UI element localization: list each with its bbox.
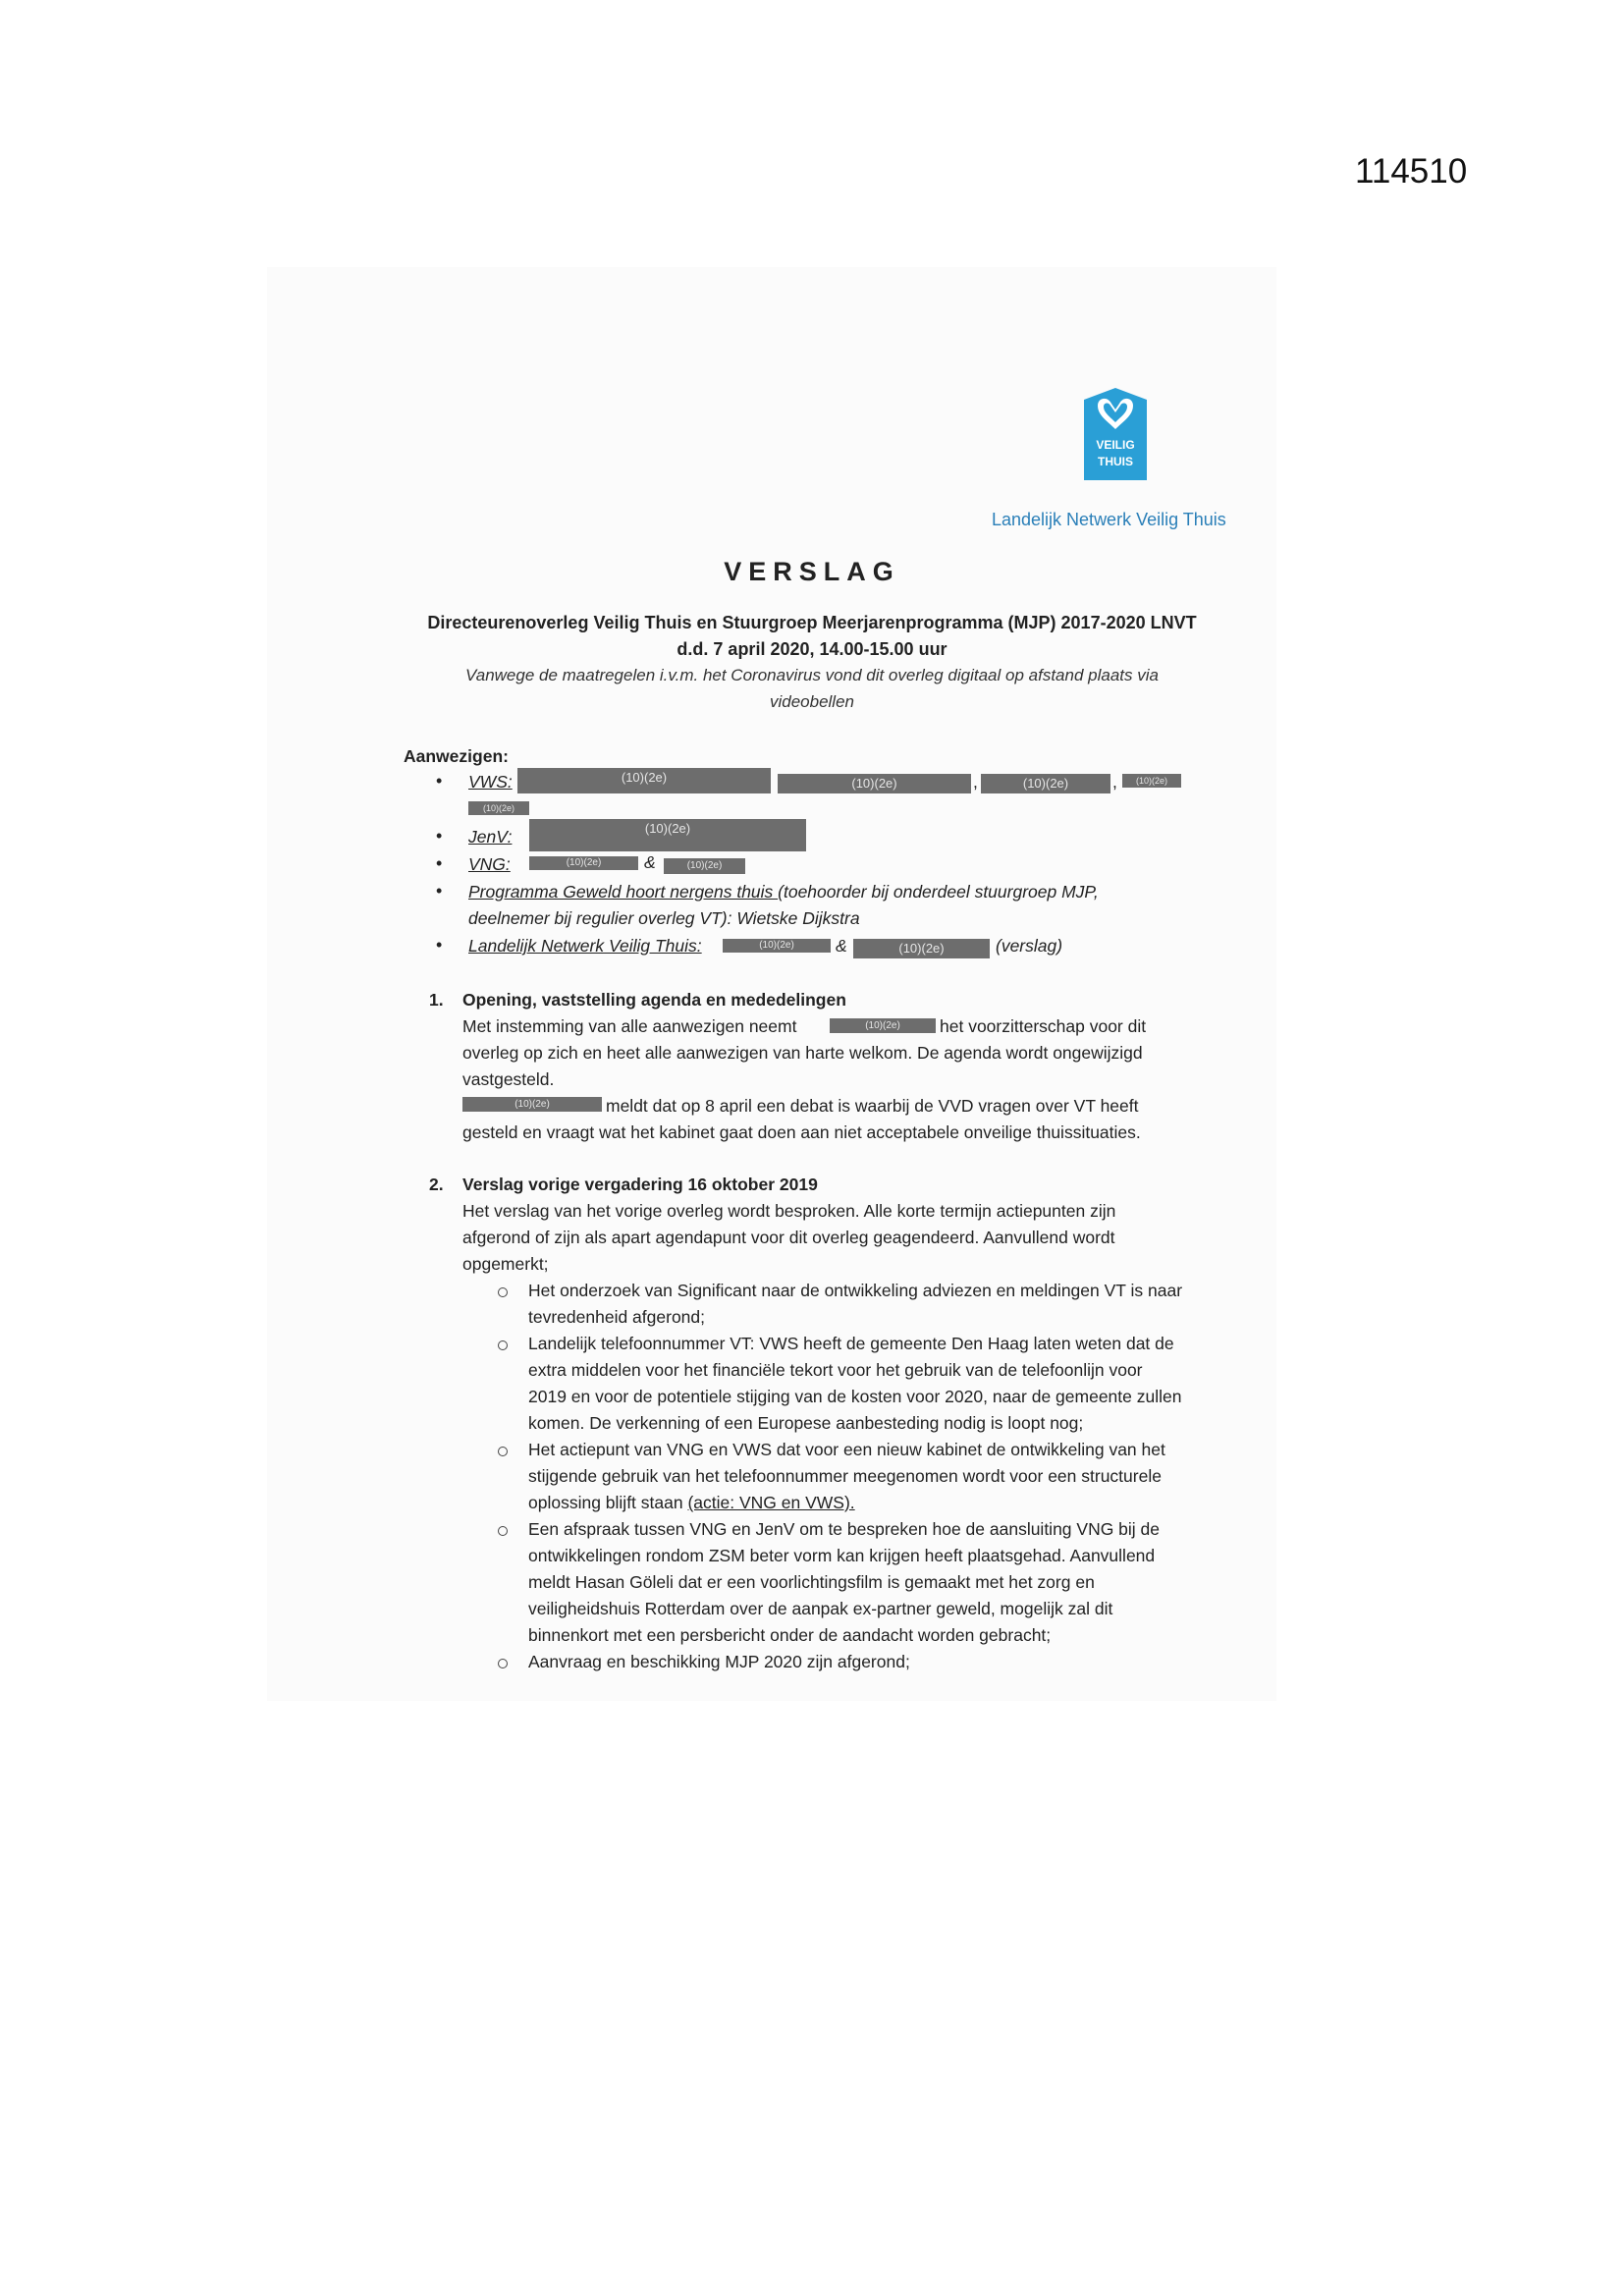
section-1-line-5: gesteld en vraagt wat het kabinet gaat doen aan niet acceptabele onveilige thuissituaties.: [462, 1122, 1141, 1142]
section-2-line-2: afgerond of zijn als apart agendapunt voor dit overleg geagendeerd. Aanvullend wordt: [462, 1228, 1115, 1247]
meeting-note-line-1: Vanwege de maatregelen i.v.m. het Coronavirus vond dit overleg digitaal op afstand plaats via: [465, 666, 1159, 684]
ghnt-role: (toehoorder bij onderdeel stuurgroep MJP,: [778, 882, 1099, 902]
logo-text-1: VEILIG: [1096, 438, 1135, 452]
list-item-1-line-1: Het onderzoek van Significant naar de ontwikkeling adviezen en meldingen VT is naar: [528, 1281, 1183, 1300]
list-item-3-line-3: [528, 1493, 855, 1513]
action-note: (actie: VNG en VWS).: [687, 1493, 855, 1512]
minute-taker-note: (verslag): [996, 936, 1063, 956]
list-bullet-circle: [498, 1447, 508, 1456]
redaction-block: (10)(2e): [664, 858, 745, 874]
redaction-block: (10)(2e): [1122, 774, 1181, 788]
separator-comma: ,: [1112, 772, 1117, 792]
veilig-thuis-logo: [1080, 386, 1151, 482]
list-item-4-line-3: meldt Hasan Göleli dat er een voorlichtingsfilm is gemaakt met het zorg en: [528, 1572, 1095, 1592]
list-bullet-circle: [498, 1287, 508, 1297]
list-item-4-line-2: ontwikkelingen rondom ZSM beter vorm kan krijgen heeft plaatsgehad. Aanvullend: [528, 1546, 1156, 1565]
list-item-4-line-4: veiligheidshuis Rotterdam over de aanpak ex-partner geweld, mogelijk zal dit: [528, 1599, 1113, 1618]
separator-comma: ,: [973, 772, 978, 792]
separator-ampersand: &: [836, 936, 847, 956]
redaction-block: (10)(2e): [830, 1018, 936, 1033]
section-1-heading: Opening, vaststelling agenda en mededelingen: [462, 990, 846, 1010]
list-bullet-circle: [498, 1526, 508, 1536]
section-1-line-2: overleg op zich en heet alle aanwezigen van harte welkom. De agenda wordt ongewijzigd: [462, 1043, 1143, 1063]
section-1-line-1b: het voorzitterschap voor dit: [940, 1016, 1147, 1036]
section-1-line-4: meldt dat op 8 april een debat is waarbij de VVD vragen over VT heeft: [606, 1096, 1139, 1116]
document-number: 114510: [1355, 152, 1468, 191]
redaction-block: (10)(2e): [517, 768, 771, 793]
meeting-date: d.d. 7 april 2020, 14.00-15.00 uur: [677, 639, 947, 659]
list-item-4-line-5: binnenkort met een persbericht onder de aandacht worden gebracht;: [528, 1625, 1052, 1645]
redaction-block: (10)(2e): [462, 1097, 602, 1112]
list-item-3-line-1: Het actiepunt van VNG en VWS dat voor een nieuw kabinet de ontwikkeling van het: [528, 1440, 1165, 1459]
logo-text-2: THUIS: [1098, 455, 1133, 468]
bullet: •: [436, 881, 443, 901]
list-item-2-line-3: 2019 en voor de potentiele stijging van de kosten voor 2020, naar de gemeente zullen: [528, 1387, 1182, 1406]
section-1-line-3: vastgesteld.: [462, 1069, 555, 1089]
redaction-block: (10)(2e): [981, 774, 1110, 793]
redaction-block: (10)(2e): [529, 856, 638, 870]
meeting-note-line-2: videobellen: [769, 692, 854, 711]
list-item-4-line-1: Een afspraak tussen VNG en JenV om te bespreken hoe de aansluiting VNG bij de: [528, 1519, 1161, 1539]
list-item-1-line-2: tevredenheid afgerond;: [528, 1307, 705, 1327]
list-bullet-circle: [498, 1340, 508, 1350]
list-item-2-line-2: extra middelen voor het financiële tekort voor het gebruik van de telefoonlijn voor: [528, 1360, 1143, 1380]
section-2-number: 2.: [429, 1175, 444, 1194]
list-item-3-line-2: stijgende gebruik van het telefoonnummer meegenomen wordt voor een structurele: [528, 1466, 1162, 1486]
attendee-org-vws: VWS:: [468, 772, 513, 792]
document-title: VERSLAG: [724, 557, 900, 586]
redaction-block: (10)(2e): [468, 801, 529, 815]
list-item-3-text: oplossing blijft staan: [528, 1493, 688, 1512]
bullet: •: [436, 853, 443, 873]
section-2-heading: Verslag vorige vergadering 16 oktober 2019: [462, 1175, 818, 1194]
attendee-org-lnvt: Landelijk Netwerk Veilig Thuis:: [468, 936, 702, 956]
redaction-block: (10)(2e): [723, 939, 831, 953]
section-1-number: 1.: [429, 990, 444, 1010]
list-bullet-circle: [498, 1659, 508, 1668]
attendee-ghnt: [468, 882, 1099, 902]
bullet: •: [436, 826, 443, 846]
list-item-2-line-4: komen. De verkenning of een Europese aanbesteding nodig is loopt nog;: [528, 1413, 1084, 1433]
bullet: •: [436, 935, 443, 955]
redaction-block: (10)(2e): [853, 939, 990, 958]
attendee-ghnt-line-2: deelnemer bij regulier overleg VT): Wietske Dijkstra: [468, 908, 860, 928]
ghnt-program-name: Programma Geweld hoort nergens thuis: [468, 882, 779, 902]
redaction-block: (10)(2e): [778, 774, 971, 793]
meeting-title: Directeurenoverleg Veilig Thuis en Stuurgroep Meerjarenprogramma (MJP) 2017-2020 LNVT: [427, 613, 1197, 632]
attendee-org-vng: VNG:: [468, 854, 511, 874]
separator-ampersand: &: [644, 852, 656, 872]
section-2-line-1: Het verslag van het vorige overleg wordt besproken. Alle korte termijn actiepunten zijn: [462, 1201, 1116, 1221]
section-2-line-3: opgemerkt;: [462, 1254, 549, 1274]
attendee-org-jenv: JenV:: [468, 827, 513, 847]
section-1-line-1a: Met instemming van alle aanwezigen neemt: [462, 1016, 797, 1036]
list-item-5-line-1: Aanvraag en beschikking MJP 2020 zijn afgerond;: [528, 1652, 910, 1671]
attendees-heading: Aanwezigen:: [404, 746, 509, 766]
organization-name: Landelijk Netwerk Veilig Thuis: [992, 510, 1226, 529]
bullet: •: [436, 771, 443, 791]
redaction-block: (10)(2e): [529, 819, 806, 851]
list-item-2-line-1: Landelijk telefoonnummer VT: VWS heeft de gemeente Den Haag laten weten dat de: [528, 1334, 1174, 1353]
